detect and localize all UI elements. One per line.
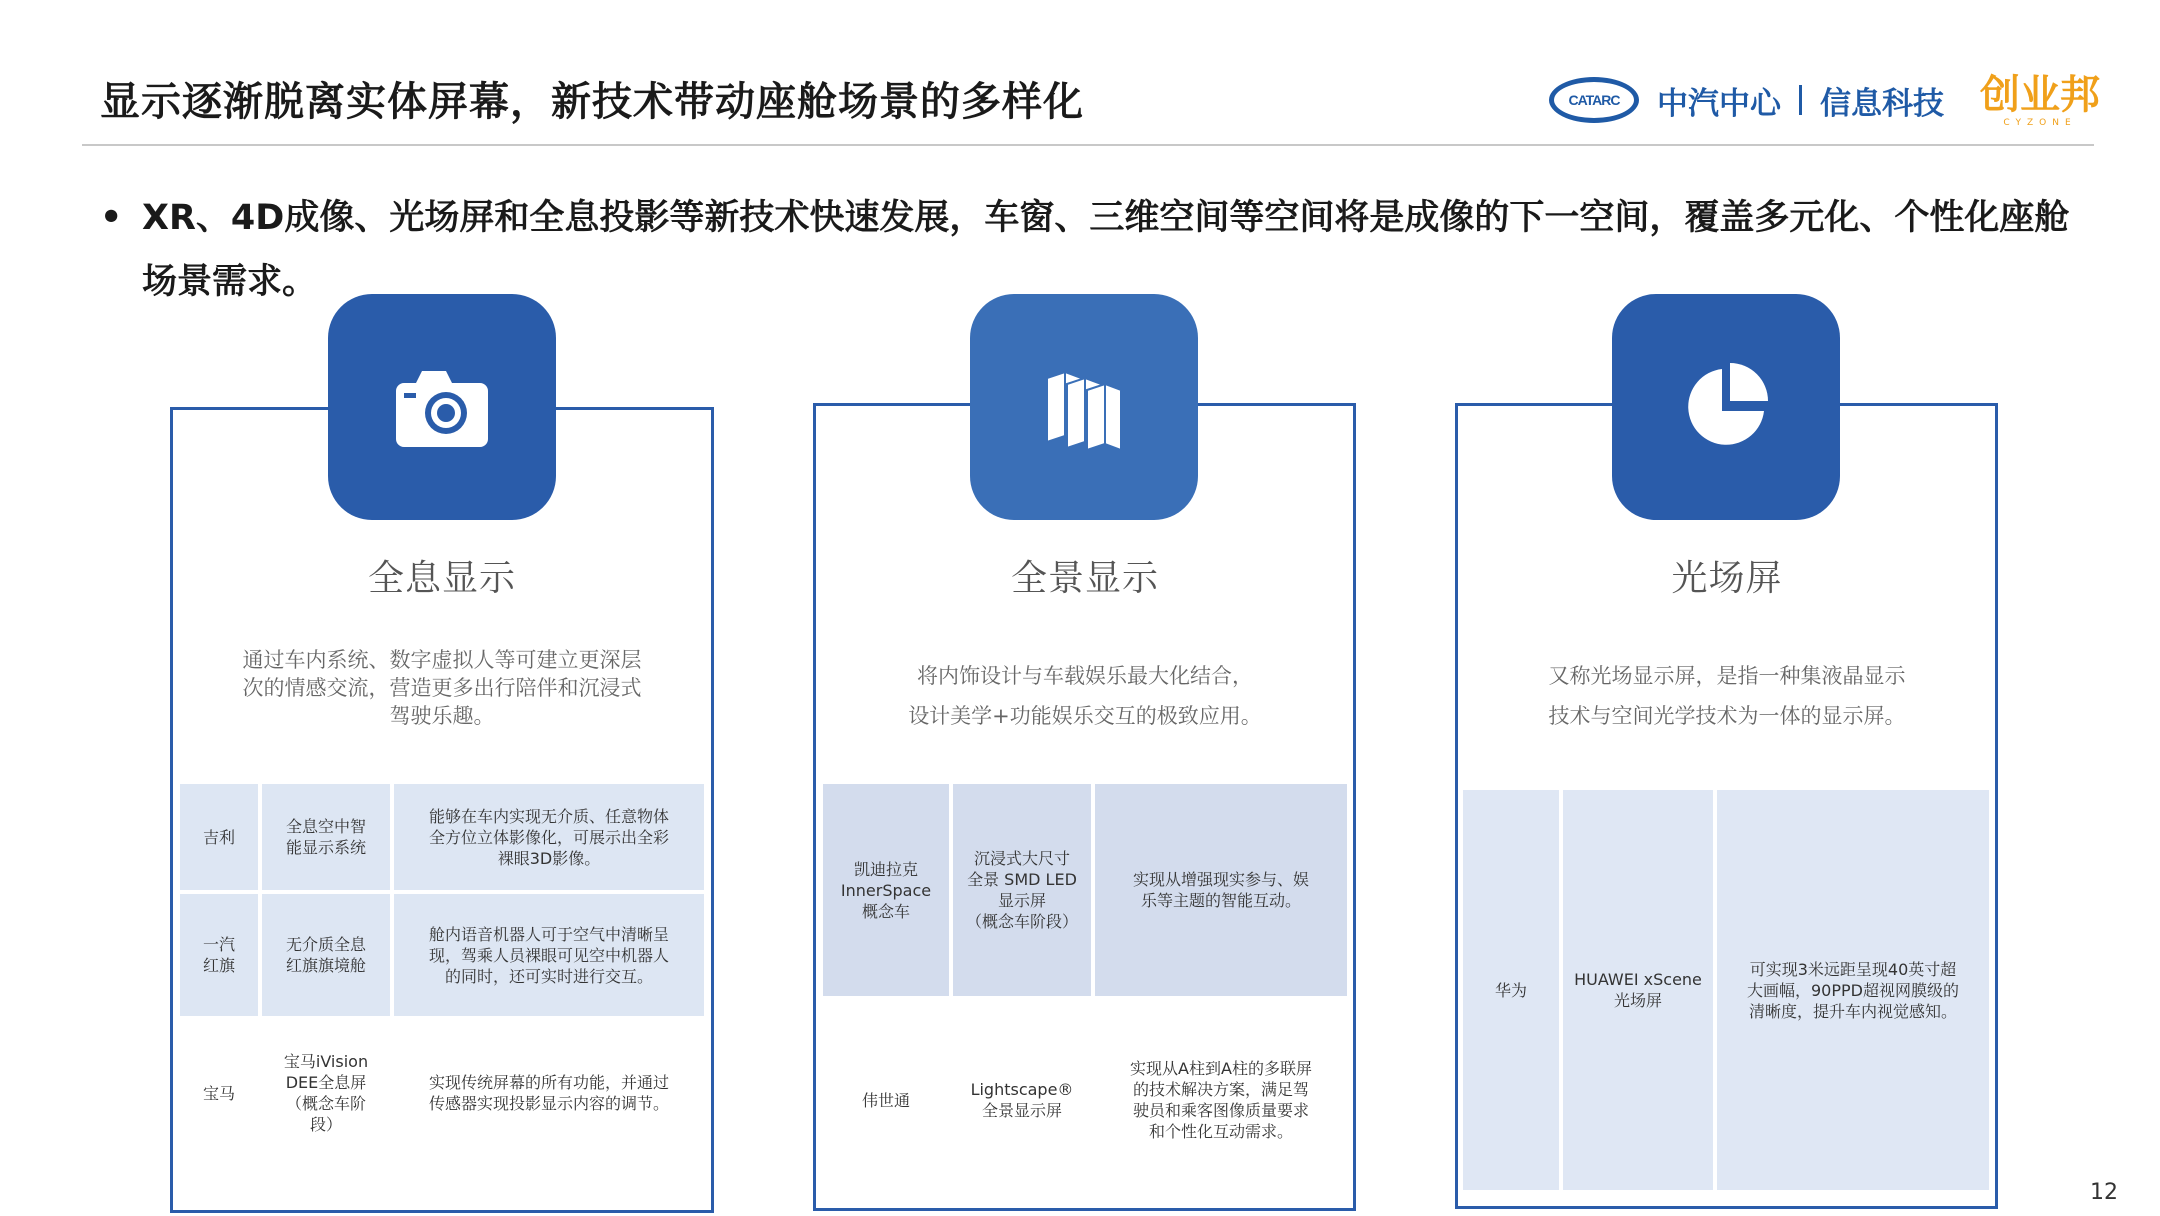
cell-line: 能够在车内实现无介质、任意物体 xyxy=(428,806,669,826)
brand-cell xyxy=(180,894,258,1016)
cell-line: 的同时，还可实时进行交互。 xyxy=(444,966,653,986)
product-cell xyxy=(953,1000,1091,1200)
cell-line: 概念车 xyxy=(861,901,910,921)
card-panoramic-title: 全景显示 xyxy=(1010,558,1159,599)
brand-cell xyxy=(823,784,949,996)
brand-cell: 宝马 xyxy=(180,1020,258,1166)
cell-line: 驶员和乘客图像质量要求 xyxy=(1132,1101,1309,1120)
desc-line: 次的情感交流，营造更多出行陪伴和沉浸式 xyxy=(242,676,642,700)
cell-line: 舱内语音机器人可于空气中清晰呈 xyxy=(428,924,669,944)
logo-divider xyxy=(1799,85,1802,115)
cell-line: 凯迪拉克 xyxy=(853,859,918,879)
cell-line: 宝马iVision xyxy=(283,1052,369,1071)
card-holographic-title: 全息显示 xyxy=(367,558,516,599)
cell-line: DEE全息屏 xyxy=(285,1073,367,1092)
product-cell xyxy=(1563,790,1713,1190)
detail-cell xyxy=(394,894,704,1016)
cell-line: InnerSpace xyxy=(840,880,932,900)
cell-line: 和个性化互动需求。 xyxy=(1148,1122,1293,1141)
cell-line: 红旗 xyxy=(202,956,235,975)
header-divider xyxy=(82,144,2094,146)
bullet-marker: • xyxy=(100,198,123,238)
cell-line: 全方位立体影像化，可展示出全彩 xyxy=(428,827,669,847)
card-lightfield-desc xyxy=(1480,656,1974,736)
cell-line: 乐等主题的智能互动。 xyxy=(1140,891,1301,910)
cell-line: 段） xyxy=(309,1115,342,1134)
cell-line: （概念车阶 xyxy=(285,1094,366,1113)
brand-cell: 吉利 xyxy=(180,784,258,890)
desc-line: 将内饰设计与车载娱乐最大化结合， xyxy=(917,664,1253,688)
detail-cell xyxy=(1717,790,1989,1190)
page-number: 12 xyxy=(2090,1180,2118,1205)
detail-cell xyxy=(1095,784,1347,996)
desc-line: 又称光场显示屏，是指一种集液晶显示 xyxy=(1548,664,1906,688)
logo-org-right: 信息科技 xyxy=(1820,85,1944,122)
product-cell xyxy=(953,784,1091,996)
table-row xyxy=(180,1020,704,1166)
cell-line: 全景 SMD LED xyxy=(967,870,1077,889)
card-panoramic-desc xyxy=(840,656,1330,736)
cell-line: 全息空中智 xyxy=(285,817,366,836)
card-panoramic-table xyxy=(819,780,1351,1204)
card-panoramic-icon-box xyxy=(970,294,1198,520)
cell-line: 可实现3米远距呈现40英寸超 xyxy=(1749,959,1957,979)
brand-cell: 伟世通 xyxy=(823,1000,949,1200)
header-logos xyxy=(1549,72,2100,128)
logo-org-left: 中汽中心 xyxy=(1657,85,1781,122)
catarc-logo: CATARC xyxy=(1549,77,1639,123)
cell-line: 裸眼3D影像。 xyxy=(497,848,601,868)
books-icon xyxy=(1041,364,1127,450)
pie-chart-icon xyxy=(1678,359,1774,455)
table-row xyxy=(1463,790,1989,1190)
cell-line: 清晰度，提升车内视觉感知。 xyxy=(1748,1001,1957,1021)
cell-line: 沉浸式大尺寸 xyxy=(973,849,1070,868)
card-lightfield-icon-box xyxy=(1612,294,1840,520)
table-row xyxy=(823,784,1347,996)
cell-line: 实现从A柱到A柱的多联屏 xyxy=(1130,1059,1312,1078)
desc-line: 技术与空间光学技术为一体的显示屏。 xyxy=(1548,704,1906,728)
cyzone-logo xyxy=(1980,73,2100,128)
cell-line: 一汽 xyxy=(202,935,235,954)
cell-line: HUAWEI xScene xyxy=(1574,970,1702,989)
product-cell xyxy=(262,784,390,890)
card-holographic-icon-box xyxy=(328,294,556,520)
cell-line: 红旗旗境舱 xyxy=(285,956,366,975)
card-holographic-table xyxy=(176,780,708,1170)
camera-icon xyxy=(394,365,490,449)
cyzone-logo-text: 创业邦 xyxy=(1980,71,2100,118)
bullet-text: XR、4D成像、光场屏和全息投影等新技术快速发展，车窗、三维空间等空间将是成像的下一空间，覆盖多元化、个性化座舱场景需求。 xyxy=(142,198,2070,302)
detail-cell xyxy=(394,1020,704,1166)
brand-cell: 华为 xyxy=(1463,790,1559,1190)
desc-line: 通过车内系统、数字虚拟人等可建立更深层 xyxy=(242,648,642,672)
desc-line: 驾驶乐趣。 xyxy=(389,704,495,728)
table-row xyxy=(180,894,704,1016)
product-cell xyxy=(262,1020,390,1166)
cell-line: 大画幅，90PPD超视网膜级的 xyxy=(1747,980,1959,1000)
cell-line: 显示屏 xyxy=(997,891,1046,910)
card-lightfield-table xyxy=(1459,786,1993,1194)
table-row xyxy=(823,1000,1347,1200)
cell-line: 全景显示屏 xyxy=(981,1101,1062,1120)
cell-line: 实现传统屏幕的所有功能，并通过 xyxy=(428,1073,669,1092)
cell-line: 现，驾乘人员裸眼可见空中机器人 xyxy=(428,945,669,965)
detail-cell xyxy=(1095,1000,1347,1200)
cell-line: 实现从增强现实参与、娱 xyxy=(1132,870,1309,889)
cell-line: 光场屏 xyxy=(1613,991,1662,1010)
cyzone-logo-subtext: CYZONE xyxy=(2003,117,2077,128)
cell-line: 的技术解决方案，满足驾 xyxy=(1132,1080,1309,1099)
page-title: 显示逐渐脱离实体屏幕，新技术带动座舱场景的多样化 xyxy=(100,79,1084,125)
cell-line: 无介质全息 xyxy=(285,935,366,954)
detail-cell xyxy=(394,784,704,890)
cell-line: 传感器实现投影显示内容的调节。 xyxy=(428,1094,669,1113)
desc-line: 设计美学+功能娱乐交互的极致应用。 xyxy=(908,704,1262,728)
card-holographic-desc xyxy=(200,646,684,730)
product-cell xyxy=(262,894,390,1016)
table-row xyxy=(180,784,704,890)
cell-line: 能显示系统 xyxy=(285,838,366,857)
card-lightfield-title: 光场屏 xyxy=(1671,558,1783,599)
cell-line: （概念车阶段） xyxy=(965,912,1078,931)
cell-line: Lightscape® xyxy=(970,1080,1074,1099)
